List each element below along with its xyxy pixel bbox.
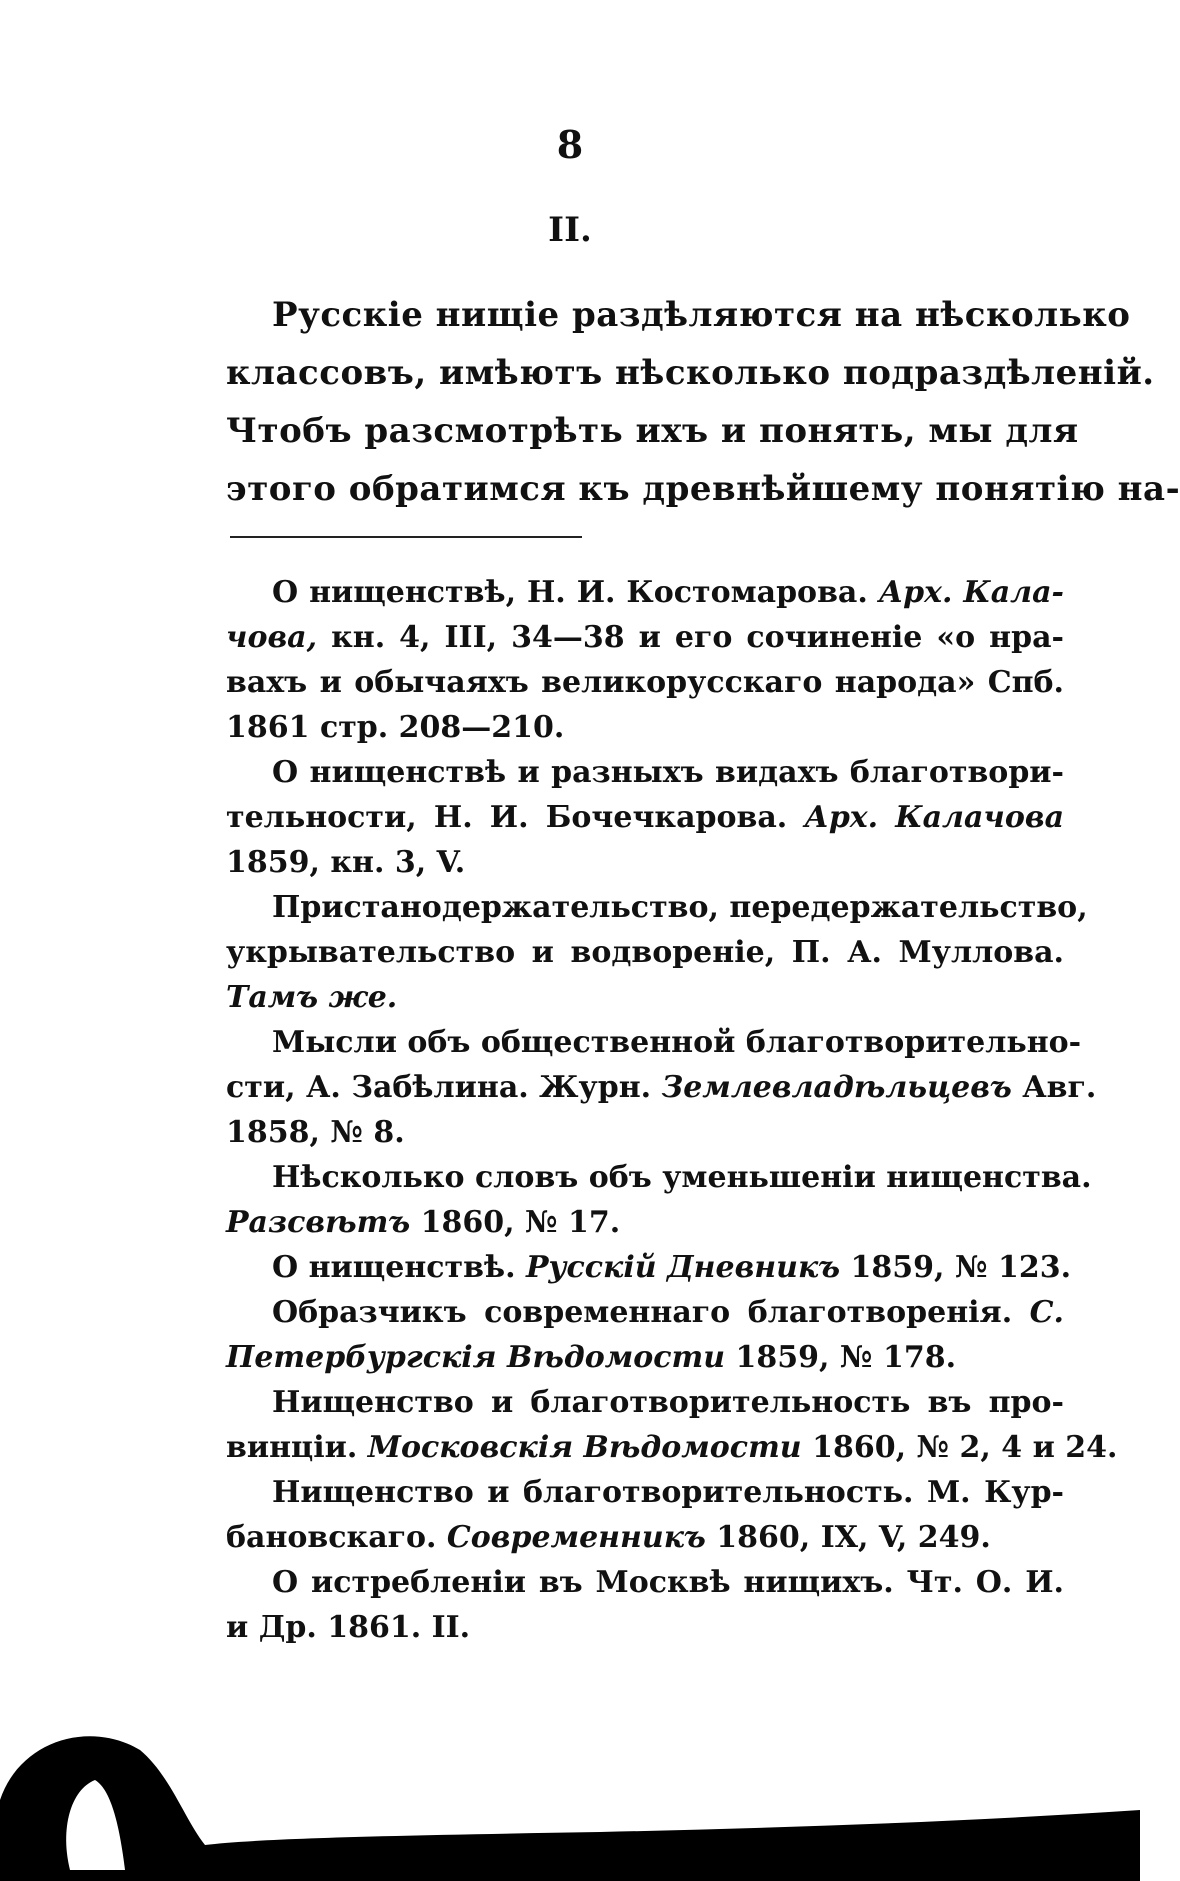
main-text-line: классовъ, имѣютъ нѣсколько подраздѣленій. bbox=[226, 353, 1155, 393]
footnote-line bbox=[226, 750, 1064, 795]
scanner-finger-shadow bbox=[0, 1720, 1140, 1881]
footnote-line bbox=[226, 1470, 1064, 1515]
footnote-line bbox=[226, 1065, 1097, 1110]
footnote-line bbox=[226, 615, 1064, 660]
footnote-line bbox=[226, 660, 1064, 705]
footnote-text: сти, А. Забѣлина. Журн. bbox=[226, 1070, 662, 1105]
footnote-italic: Московскія Вѣдомости bbox=[367, 1430, 802, 1465]
footnote-italic: Русскій Дневникъ bbox=[525, 1250, 841, 1285]
footnote-text: вахъ и обычаяхъ великорусскаго народа» Спб. bbox=[226, 665, 1064, 700]
footnote-text: 1861 стр. 208—210. bbox=[226, 710, 565, 745]
main-text bbox=[226, 286, 1180, 518]
footnote-text: Нищенство и благотворительность въ про- bbox=[272, 1385, 1064, 1420]
footnote-text: 1859, № 123. bbox=[840, 1250, 1072, 1285]
footnote-line bbox=[226, 1020, 1082, 1065]
footnote-text: 1859, кн. 3, V. bbox=[226, 845, 466, 880]
footnote-italic: чова, bbox=[226, 620, 318, 655]
footnote-italic: Разсвѣтъ bbox=[226, 1205, 411, 1240]
footnote-italic: Тамъ же. bbox=[226, 980, 398, 1015]
footnote-line bbox=[226, 1605, 1064, 1650]
main-text-line: Русскіе нищіе раздѣляются на нѣсколько bbox=[272, 295, 1131, 335]
footnote-text: 1859, № 178. bbox=[725, 1340, 957, 1375]
footnote-text: 1860, IX, V, 249. bbox=[705, 1520, 991, 1555]
footnote-text: Образчикъ современнаго благотворенія. bbox=[272, 1295, 1030, 1330]
footnote-line bbox=[226, 1425, 1118, 1470]
footnote-text: О нищенствѣ. bbox=[272, 1250, 526, 1285]
section-heading: II. bbox=[548, 210, 592, 250]
page-number: 8 bbox=[556, 122, 584, 167]
footnote-italic: С. bbox=[1029, 1295, 1064, 1330]
footnote-text: и Др. 1861. II. bbox=[226, 1610, 471, 1645]
footnote-line bbox=[226, 570, 1064, 615]
footnote-text: 1860, № 2, 4 и 24. bbox=[801, 1430, 1118, 1465]
footnote-line bbox=[226, 975, 1064, 1020]
footnote-text: О нищенствѣ, Н. И. Костомарова. bbox=[272, 575, 879, 610]
footnote-text: винціи. bbox=[226, 1430, 368, 1465]
footnote-text: 1860, № 17. bbox=[410, 1205, 621, 1240]
footnote-text: укрывательство и водвореніе, П. А. Муллова. bbox=[226, 935, 1064, 970]
footnote-text: бановскаго. bbox=[226, 1520, 447, 1555]
footnote-text: Авг. bbox=[1011, 1070, 1097, 1105]
footnote-italic: Землевладѣльцевъ bbox=[661, 1070, 1012, 1105]
footnote-text: Нѣсколько словъ объ уменьшеніи нищенства. bbox=[272, 1160, 1092, 1195]
footnote-text: О нищенствѣ и разныхъ видахъ благотвори- bbox=[272, 755, 1064, 790]
footnote-line bbox=[226, 705, 1064, 750]
footnote-line bbox=[226, 1515, 1064, 1560]
footnote-text: кн. 4, III, 34—38 и его сочиненіе «о нра- bbox=[317, 620, 1064, 655]
footnote-line bbox=[226, 1200, 1064, 1245]
footnote-italic: Петербургскія Вѣдомости bbox=[226, 1340, 726, 1375]
footnotes bbox=[226, 570, 1118, 1650]
footnote-text: Пристанодержательство, передержательство, bbox=[272, 890, 1088, 925]
footnote-line bbox=[226, 1110, 1064, 1155]
footnote-text: 1858, № 8. bbox=[226, 1115, 405, 1150]
footnote-line bbox=[226, 840, 1064, 885]
footnote-divider bbox=[230, 536, 582, 538]
main-text-line: этого обратимся къ древнѣйшему понятію на- bbox=[226, 469, 1180, 509]
footnote-line bbox=[226, 1245, 1072, 1290]
footnote-line bbox=[226, 1560, 1064, 1605]
footnote-line bbox=[226, 1290, 1064, 1335]
footnote-italic: Арх. Калачова bbox=[804, 800, 1065, 835]
footnote-italic: Арх. Кала- bbox=[878, 575, 1065, 610]
footnote-text: Мысли объ общественной благотворительно- bbox=[272, 1025, 1082, 1060]
main-text-line: Чтобъ разсмотрѣть ихъ и понять, мы для bbox=[226, 411, 1079, 451]
footnote-line bbox=[226, 795, 1064, 840]
footnote-line bbox=[226, 885, 1088, 930]
footnote-italic: Современникъ bbox=[446, 1520, 706, 1555]
footnote-line bbox=[226, 1335, 1064, 1380]
footnote-text: тельности, Н. И. Бочечкарова. bbox=[226, 800, 805, 835]
footnote-text: Нищенство и благотворительность. М. Кур- bbox=[272, 1475, 1064, 1510]
footnote-line bbox=[226, 1380, 1064, 1425]
footnote-line bbox=[226, 1155, 1092, 1200]
footnote-line bbox=[226, 930, 1064, 975]
footnote-text: О истребленіи въ Москвѣ нищихъ. Чт. О. И. bbox=[272, 1565, 1064, 1600]
